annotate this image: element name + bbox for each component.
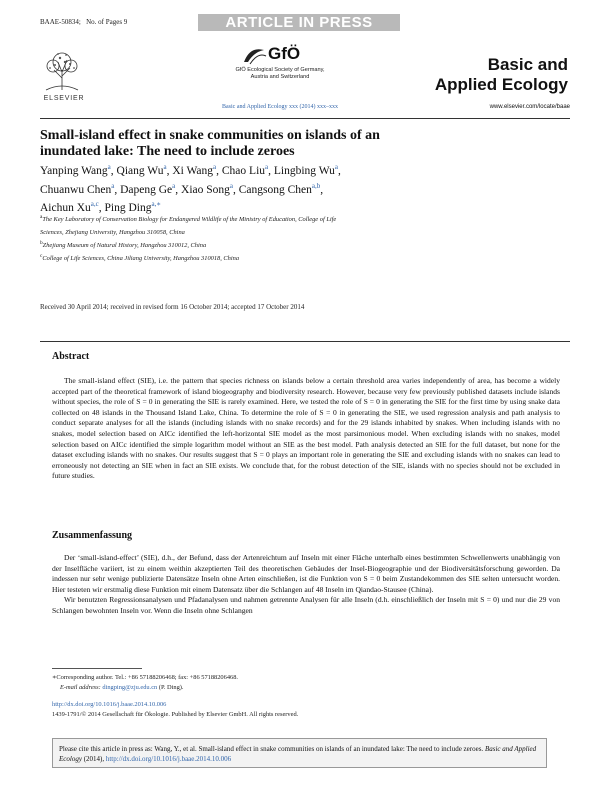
doi-link[interactable]: http://dx.doi.org/10.1016/j.baae.2014.10.006 — [52, 701, 167, 708]
affiliation: $^a$The Key Laboratory of Conservation Biology for Endangered Wildlife of the Ministry of Education, College of Life — [40, 214, 337, 224]
abstract-body — [52, 376, 560, 482]
article-id: BAAE-50834; — [40, 18, 81, 26]
journal-name-line-2: Applied Ecology — [434, 75, 568, 94]
author-list — [40, 160, 540, 216]
corresponding-author-note: ∗Corresponding author. Tel.: +86 57188206468; fax: +86 57188206468. — [52, 674, 239, 681]
email-suffix: (P. Ding). — [158, 684, 184, 691]
gfo-logo-text: GfÖ — [268, 44, 301, 63]
journal-name — [428, 55, 568, 95]
article-id-line — [40, 18, 127, 26]
author-affil-marker[interactable]: a,c — [90, 200, 99, 209]
journal-issue-line[interactable]: Basic and Applied Ecology xxx (2014) xxx–xxx — [222, 104, 338, 110]
author-affil-marker[interactable]: a — [334, 163, 338, 171]
journal-url[interactable]: www.elsevier.com/locate/baae — [489, 104, 570, 110]
affiliation: Sciences, Zhejiang University, Hangzhou 310058, China — [40, 229, 185, 237]
article-title — [40, 128, 540, 160]
zusammenfassung-body — [52, 553, 560, 617]
zusammenfassung-paragraph-2: Wir benutzten Regressionsanalysen und Pfadanalysen und nahmen getrennte Analysen für alle Inseln (d.h. einschließlich der Inseln mit S = 0) und nur die 29 von Schlangen bewohnten Inseln vor. Wenn die Inseln ohne Schlangen — [52, 595, 560, 615]
author-affil-marker[interactable]: a — [229, 181, 233, 190]
article-history-dates: Received 30 April 2014; received in revised form 16 October 2014; accepted 17 October 2014 — [40, 303, 305, 311]
email-link[interactable]: dingping@zju.edu.cn — [102, 684, 158, 691]
elsevier-tree-logo-icon — [40, 48, 84, 92]
society-line-1: GfÖ Ecological Society of Germany, — [235, 67, 325, 73]
author: Lingbing Wu$^a$, — [273, 163, 341, 177]
society-line-2: Austria and Switzerland — [250, 74, 310, 80]
citation-year: (2014), — [83, 755, 105, 763]
society-name — [200, 67, 360, 81]
title-line-1: Small-island effect in snake communities on islands of an — [40, 128, 380, 143]
author-affil-marker[interactable]: a — [265, 163, 269, 171]
affiliation-list — [40, 212, 540, 265]
author: Chao Liu$^a$, — [221, 163, 274, 177]
email-note — [52, 683, 238, 693]
abstract-rule — [40, 341, 570, 342]
author: Xiao Song$^a$, — [181, 181, 239, 196]
abstract-heading: Abstract — [52, 351, 90, 362]
affiliation: $^c$College of Life Sciences, China Jiliang University, Hangzhou 310018, China — [40, 253, 240, 263]
elsevier-wordmark: ELSEVIER — [43, 95, 85, 102]
journal-name-line-1: Basic and — [487, 55, 568, 74]
author: Dapeng Ge$^a$, — [120, 181, 182, 196]
author-affil-marker[interactable]: a — [213, 163, 217, 171]
citation-journal: Basic and Applied Ecology — [59, 745, 537, 763]
header-rule — [40, 118, 570, 119]
author: Ping Ding$^{a,∗}$ — [104, 200, 162, 215]
author: Qiang Wu$^a$, — [116, 163, 173, 177]
author: Chuanwu Chen$^a$, — [40, 181, 121, 196]
title-line-2: inundated lake: The need to include zeroes — [40, 144, 295, 159]
author-affil-marker[interactable]: a — [163, 163, 167, 171]
citation-doi-link[interactable]: http://dx.doi.org/10.1016/j.baae.2014.10.006 — [105, 755, 232, 763]
zusammenfassung-heading: Zusammenfassung — [52, 530, 133, 541]
footnote-rule — [52, 668, 142, 669]
page-count: No. of Pages 9 — [86, 18, 128, 26]
affiliation: $^b$Zhejiang Museum of Natural History, Hangzhou 310012, China — [40, 240, 207, 250]
article-in-press-banner: ARTICLE IN PRESS — [198, 14, 400, 31]
citation-box — [52, 738, 547, 768]
author: Yanping Wang$^a$, — [40, 163, 117, 177]
author: Xi Wang$^a$, — [172, 163, 222, 177]
citation-prefix: Please cite this article in press as: Wang, Y., et al. Small-island effect in snake communities on islands of an inundated lake: The need to include zeroes. — [59, 745, 484, 753]
author: Cangsong Chen$^{a,b}$, — [238, 181, 324, 196]
author-affil-marker[interactable]: a — [107, 163, 111, 171]
email-label: E-mail address: — [60, 684, 101, 691]
author-affil-marker[interactable]: a — [111, 181, 115, 190]
copyright-line: 1439-1791/© 2014 Gesellschaft für Ökologie. Published by Elsevier GmbH. All rights reserved. — [52, 711, 299, 718]
author: Aichun Xu$^{a,c}$, — [40, 200, 105, 215]
footnotes — [52, 673, 238, 693]
author-affil-marker[interactable]: a,∗ — [151, 200, 162, 209]
abstract-paragraph: The small-island effect (SIE), i.e. the pattern that species richness on islands below a certain threshold area varies independently of area, has become a widely accepted part of the theoretical framework of island biogeography and biodiversity research. However, because very few previously published datasets include islands without species, the role of S = 0 in generating the SIE is rarely examined. Here, we tested the role of S = 0 in generating the SIE for the first time by using snake data collected on 48 islands in the Thousand Island Lake, China. To determine the role of S = 0 in generating the SIE, we used regression analysis and path analysis to conduct separate analyses for all the islands (including islands with no snake records) and for the 29 islands inhabited by snakes. When including islands with no snakes, model selection based on AICc identified the left-horizontal SIE model as the most parsimonious model. When excluding islands with no snakes, model selection based on AICc identified the simple logarithm model without an SIE as the best model. Path analysis detected an SIE for the full dataset, but none for the dataset excluding islands with no snakes. Our results suggest that S = 0 plays an important role in generating the SIE and excluding islands with no snakes can lead to erroneously not detecting an SIE when in fact an SIE exists. We conclude that, for the robust detection of the SIE, islands with no species should not be excluded in future studies. — [52, 376, 560, 481]
zusammenfassung-paragraph-1: Der ‘small-island-effect’ (SIE), d.h., der Befund, dass der Artenreichtum auf Inseln mit einer Fläche unterhalb eines bestimmten Schwellenwerts unabhängig von der Inselfläche variiert, ist zu einem weithin akzeptierten Teil des theoretischen Gebäudes der Insel-Biogeographie und der Biodiversitätsforschung geworden. Da indessen nur sehr wenige publizierte Datensätze Inseln ohne Arten einschließen, ist die Funktion von S = 0 beim Zustandekommen des SIE selten untersucht worden. Hier testeten wir erstmalig diese Funktion mit einem Datensatz über die Schlangen auf 48 Inseln im Qiandao-Stausee (China). — [52, 553, 560, 594]
author-affil-marker[interactable]: a — [172, 181, 176, 190]
author-affil-marker[interactable]: a,b — [311, 181, 321, 190]
